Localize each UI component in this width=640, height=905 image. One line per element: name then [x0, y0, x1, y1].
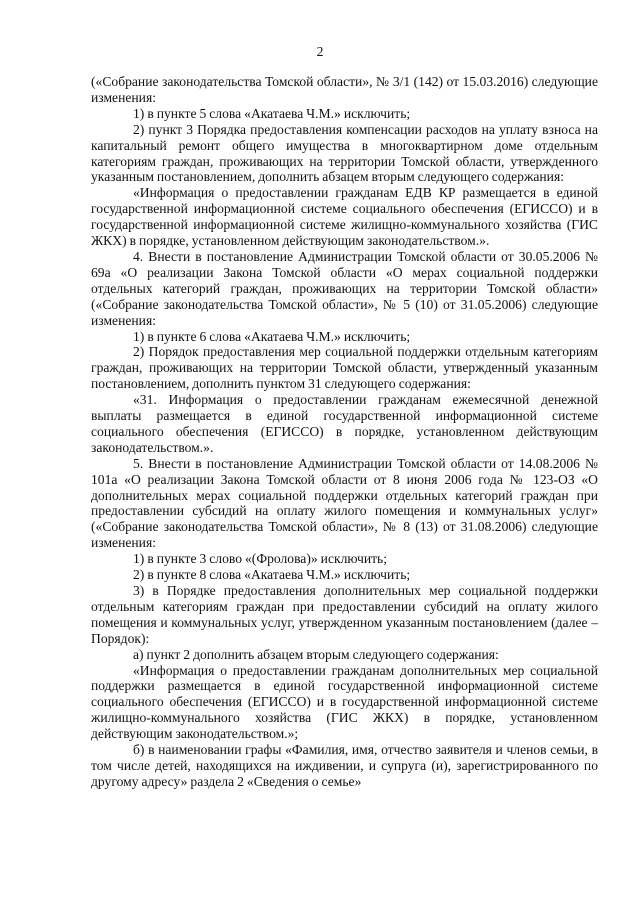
paragraph: а) пункт 2 дополнить абзацем вторым следующего содержания:	[133, 646, 499, 662]
paragraph: 1) в пункте 6 слова «Акатаева Ч.М.» исключить;	[133, 328, 411, 344]
paragraph: б) в наименовании графы «Фамилия, имя, отчество заявителя и членов семьи, в том числе детей, находящихся на иждивении, и супруга (и), зарегистрированного по другому адресу» раздела 2 «Сведения о семье»	[91, 742, 598, 789]
paragraph: 4. Внести в постановление Администрации Томской области от 30.05.2006 № 69а «О реализации Закона Томской области «О мерах социальной поддержки отдельных категорий граждан, проживающих на территории Томской области» («Собрание законодательства Томской области», № 5 (10) от 31.05.2006) следующие изменения:	[91, 248, 598, 328]
paragraph: 1) в пункте 3 слово «(Фролова)» исключить;	[133, 551, 388, 567]
paragraph: 3) в Порядке предоставления дополнительных мер социальной поддержки отдельным категориям граждан при предоставлении субсидий на оплату жилого помещения и коммунальных услуг, утвержденном указанным постановлением (далее – Порядок):	[91, 583, 598, 646]
paragraph: («Собрание законодательства Томской области», № 3/1 (142) от 15.03.2016) следующие изменения:	[91, 74, 598, 105]
paragraph: 5. Внести в постановление Администрации Томской области от 14.08.2006 № 101а «О реализации Закона Томской области от 8 июня 2006 года № 123-ОЗ «О дополнительных мерах социальной поддержки отдельных категорий граждан при предоставлении субсидий на оплату жилого помещения и коммунальных услуг» («Собрание законодательства Томской области», № 8 (13) от 31.08.2006) следующие изменения:	[91, 455, 598, 551]
document-body	[91, 74, 598, 790]
paragraph: 2) пункт 3 Порядка предоставления компенсации расходов на уплату взноса на капитальный ремонт общего имущества в многоквартирном доме отдельным категориям граждан, проживающих на территории Томской области, утвержденного указанным постановлением, дополнить абзацем вторым следующего содержания:	[91, 121, 598, 185]
paragraph: 1) в пункте 5 слова «Акатаева Ч.М.» исключить;	[133, 105, 411, 121]
paragraph: «31. Информация о предоставлении гражданам ежемесячной денежной выплаты размещается в единой государственной информационной системе социального обеспечения (ЕГИССО) в порядке, установленном действующим законодательством.».	[91, 392, 598, 455]
page-number: 2	[316, 44, 324, 59]
paragraph: «Информация о предоставлении гражданам дополнительных мер социальной поддержки размещается в единой государственной информационной системе социального обеспечения (ЕГИССО) и в государственной информационной системе жилищно-коммунального хозяйства (ГИС ЖКХ) в порядке, установленном действующим законодательством.»;	[91, 662, 598, 742]
paragraph: 2) в пункте 8 слова «Акатаева Ч.М.» исключить;	[133, 567, 411, 583]
paragraph: 2) Порядок предоставления мер социальной поддержки отдельным категориям граждан, проживающих на территории Томской области, утвержденный указанным постановлением, дополнить пунктом 31 следующего содержания:	[91, 344, 598, 392]
paragraph: «Информация о предоставлении гражданам ЕДВ КР размещается в единой государственной информационной системе социального обеспечения (ЕГИССО) и в государственной информационной системе жилищно-коммунального хозяйства (ГИС ЖКХ) в порядке, установленном действующим законодательством.».	[91, 185, 598, 249]
